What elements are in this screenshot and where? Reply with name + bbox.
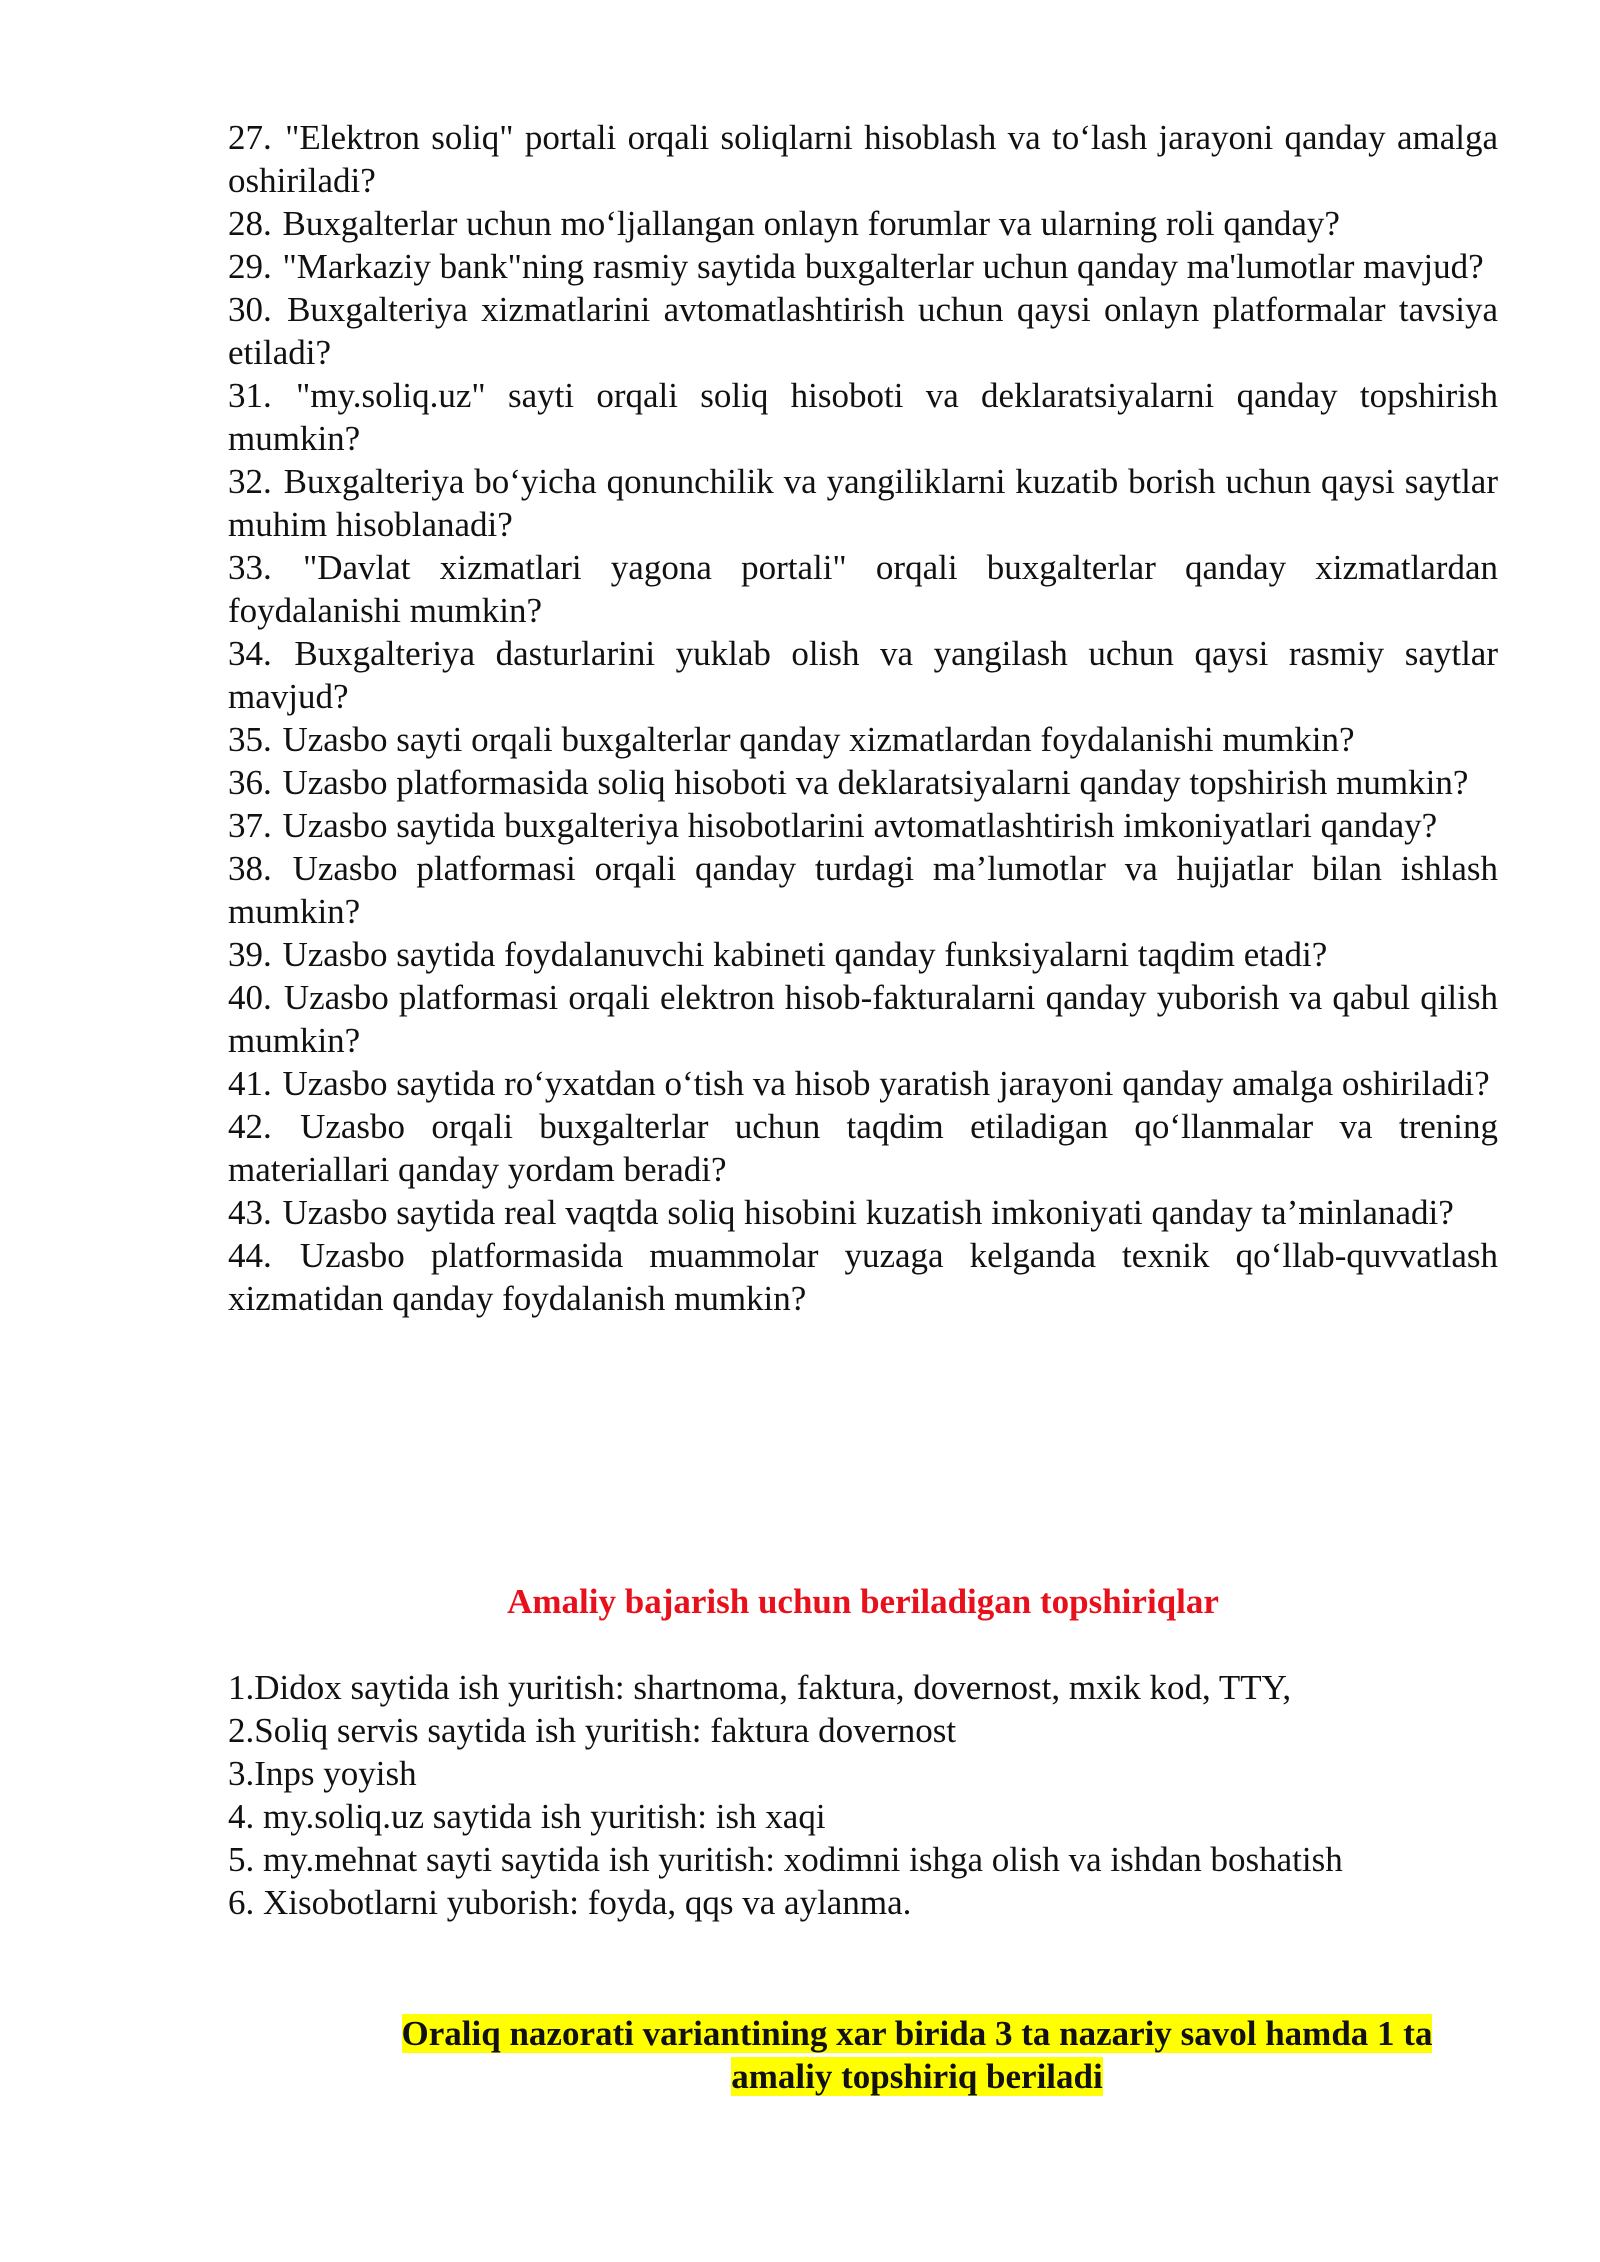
question-text: "my.soliq.uz" sayti orqali soliq hisoboti va deklaratsiyalarni qanday topshirish mumkin?: [228, 376, 1498, 458]
question-number: 39.: [228, 935, 272, 974]
task-item: 3.Inps yoyish: [228, 1754, 417, 1793]
question-number: 40.: [228, 978, 272, 1017]
question-item: [228, 374, 1498, 460]
question-number: 44.: [228, 1236, 272, 1275]
note-line-2: amaliy topshiriq beriladi: [731, 2057, 1103, 2096]
question-number: 36.: [228, 763, 272, 802]
question-text: Uzasbo saytida foydalanuvchi kabineti qanday funksiyalarni taqdim etadi?: [282, 935, 1328, 974]
question-number: 33.: [228, 548, 272, 587]
task-item: 6. Xisobotlarni yuborish: foyda, qqs va aylanma.: [228, 1883, 912, 1922]
question-text: Uzasbo platformasi orqali qanday turdagi ma’lumotlar va hujjatlar bilan ishlash mumkin?: [228, 849, 1499, 931]
question-number: 31.: [228, 376, 272, 415]
question-number: 28.: [228, 204, 272, 243]
question-text: "Markaziy bank"ning rasmiy saytida buxgalterlar uchun qanday ma'lumotlar mavjud?: [282, 247, 1484, 286]
question-number: 27.: [228, 118, 272, 157]
question-text: Uzasbo platformasi orqali elektron hisob-fakturalarni qanday yuborish va qabul qilish mumkin?: [228, 978, 1499, 1060]
question-list: [228, 116, 1498, 1320]
note-line-1: Oraliq nazorati variantining xar birida 3 ta nazariy savol hamda 1 ta: [401, 2014, 1433, 2053]
question-text: Uzasbo platformasida muammolar yuzaga kelganda texnik qo‘llab-quvvatlash xizmatidan qanday foydalanish mumkin?: [228, 1236, 1498, 1318]
question-number: 32.: [228, 462, 272, 501]
task-item: 1.Didox saytida ish yuritish: shartnoma, faktura, dovernost, mxik kod, TTY,: [228, 1668, 1292, 1707]
question-item: [228, 460, 1498, 546]
question-number: 34.: [228, 634, 272, 673]
question-item: [228, 1234, 1498, 1320]
question-text: Buxgalterlar uchun mo‘ljallangan onlayn forumlar va ularning roli qanday?: [282, 204, 1340, 243]
question-text: "Elektron soliq" portali orqali soliqlarni hisoblash va to‘lash jarayoni qanday amalga oshiriladi?: [228, 118, 1498, 200]
question-item: [228, 1062, 1498, 1105]
question-number: 41.: [228, 1064, 272, 1103]
question-text: "Davlat xizmatlari yagona portali" orqali buxgalterlar qanday xizmatlardan foydalanishi mumkin?: [228, 548, 1498, 630]
section-heading: Amaliy bajarish uchun beriladigan topshiriqlar: [507, 1582, 1219, 1621]
question-text: Buxgalteriya bo‘yicha qonunchilik va yangiliklarni kuzatib borish uchun qaysi saytlar muhim hisoblanadi?: [228, 462, 1498, 544]
question-item: [228, 245, 1498, 288]
question-item: [228, 804, 1498, 847]
question-text: Uzasbo saytida real vaqtda soliq hisobini kuzatish imkoniyati qanday ta’minlanadi?: [282, 1193, 1454, 1232]
question-item: [228, 288, 1498, 374]
question-item: [228, 1105, 1498, 1191]
question-item: [228, 933, 1498, 976]
question-item: [228, 761, 1498, 804]
question-number: 35.: [228, 720, 272, 759]
question-item: [228, 116, 1498, 202]
question-text: Buxgalteriya xizmatlarini avtomatlashtirish uchun qaysi onlayn platformalar tavsiya etiladi?: [228, 290, 1499, 372]
question-text: Uzasbo saytida ro‘yxatdan o‘tish va hisob yaratish jarayoni qanday amalga oshiriladi?: [282, 1064, 1490, 1103]
task-item: 2.Soliq servis saytida ish yuritish: faktura dovernost: [228, 1711, 957, 1750]
highlighted-note: [330, 2012, 1504, 2098]
question-item: [228, 976, 1498, 1062]
task-list: [228, 1666, 1498, 1924]
question-number: 42.: [228, 1107, 272, 1146]
task-item: 4. my.soliq.uz saytida ish yuritish: ish xaqi: [228, 1797, 826, 1836]
question-item: [228, 546, 1498, 632]
question-number: 37.: [228, 806, 272, 845]
question-number: 30.: [228, 290, 272, 329]
question-item: [228, 718, 1498, 761]
question-item: [228, 847, 1498, 933]
question-text: Uzasbo sayti orqali buxgalterlar qanday xizmatlardan foydalanishi mumkin?: [282, 720, 1355, 759]
question-number: 29.: [228, 247, 272, 286]
question-text: Uzasbo saytida buxgalteriya hisobotlarini avtomatlashtirish imkoniyatlari qanday?: [282, 806, 1438, 845]
question-number: 38.: [228, 849, 272, 888]
question-item: [228, 202, 1498, 245]
question-text: Uzasbo platformasida soliq hisoboti va deklaratsiyalarni qanday topshirish mumkin?: [282, 763, 1469, 802]
question-number: 43.: [228, 1193, 272, 1232]
question-text: Uzasbo orqali buxgalterlar uchun taqdim etiladigan qo‘llanmalar va trening materiallari qanday yordam beradi?: [228, 1107, 1499, 1189]
question-text: Buxgalteriya dasturlarini yuklab olish va yangilash uchun qaysi rasmiy saytlar mavjud?: [228, 634, 1499, 716]
question-item: [228, 1191, 1498, 1234]
task-item: 5. my.mehnat sayti saytida ish yuritish: xodimni ishga olish va ishdan boshatish: [228, 1840, 1343, 1879]
question-item: [228, 632, 1498, 718]
